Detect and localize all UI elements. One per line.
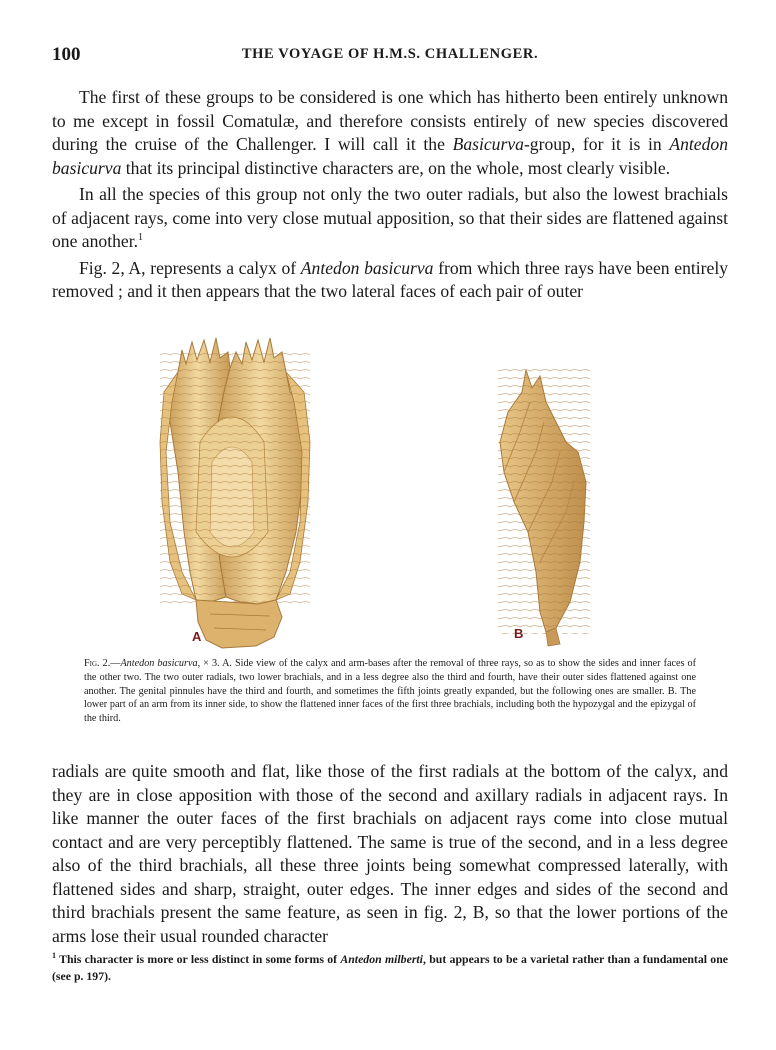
figure-label-a: A	[192, 629, 202, 644]
figure-b-arm	[498, 368, 590, 646]
body-text-top	[52, 86, 728, 304]
page-number: 100	[52, 44, 81, 65]
running-title: THE VOYAGE OF H.M.S. CHALLENGER.	[241, 46, 539, 62]
footnote-marker: 1	[137, 232, 143, 244]
paragraph: Fig. 2, A, represents a calyx of Antedon basicurva from which three rays have been entirely removed ; and it then appears that the two lateral faces of each pair of outer	[52, 257, 729, 301]
paragraph: The first of these groups to be considered is one which has hitherto been entirely unknown to me except in fossil Comatulæ, and therefore consists entirely of new species discovered during the cruise of the Challenger. I will call it the Basicurva-group, for it is in Antedon basicurva that its principal distinctive characters are, on the whole, most clearly visible.	[52, 87, 728, 178]
figure-label-b: B	[514, 626, 524, 641]
paragraph: In all the species of this group not only the two outer radials, but also the lowest brachials of adjacent rays, come into very close mutual apposition, so that their sides are flattened against one another.$^1$	[52, 184, 728, 251]
paragraph: radials are quite smooth and flat, like those of the first radials at the bottom of the calyx, and they are in close apposition with those of the second and axillary radials in adjacent rays. In like manner the outer faces of the first brachials on adjacent rays come into close mutual contact and are very perceptibly flattened. The same is true of the second, and in a less degree also of the third brachials, all these three joints being somewhat compressed laterally, with flattened sides and sharp, straight, outer edges. The inner edges and sides of the second and third brachials present the same feature, as seen in fig. 2, B, so that the lower portions of the arms lose their usual rounded character	[52, 761, 728, 946]
figure-caption: Fig. 2.—Antedon basicurva, × 3. A. Side view of the calyx and arm-bases after the removal of three rays, so as to show the sides and inner faces of the other two. The two outer radials, two lower brachials, and in a less degree also the third and fourth, have their outer sides flattened against one another. The genital pinnules have the third and fourth, and sometimes the fifth joints greatly expanded, but the following ones are smaller. B. The lower part of an arm from its inner side, to show the flattened inner faces of the first three brachials, including both the hypozygal and the epizygal of the third.	[84, 658, 697, 725]
figure-a-calyx	[160, 338, 310, 648]
body-text-bottom	[52, 760, 728, 948]
crinoid-illustration	[0, 332, 776, 652]
footnote: $^1$ This character is more or less distinct in some forms of Antedon milberti, but appears to be a varietal rather than a fundamental one (see p. 197).	[52, 951, 728, 983]
figure-2	[0, 332, 776, 652]
page-header	[52, 44, 728, 68]
